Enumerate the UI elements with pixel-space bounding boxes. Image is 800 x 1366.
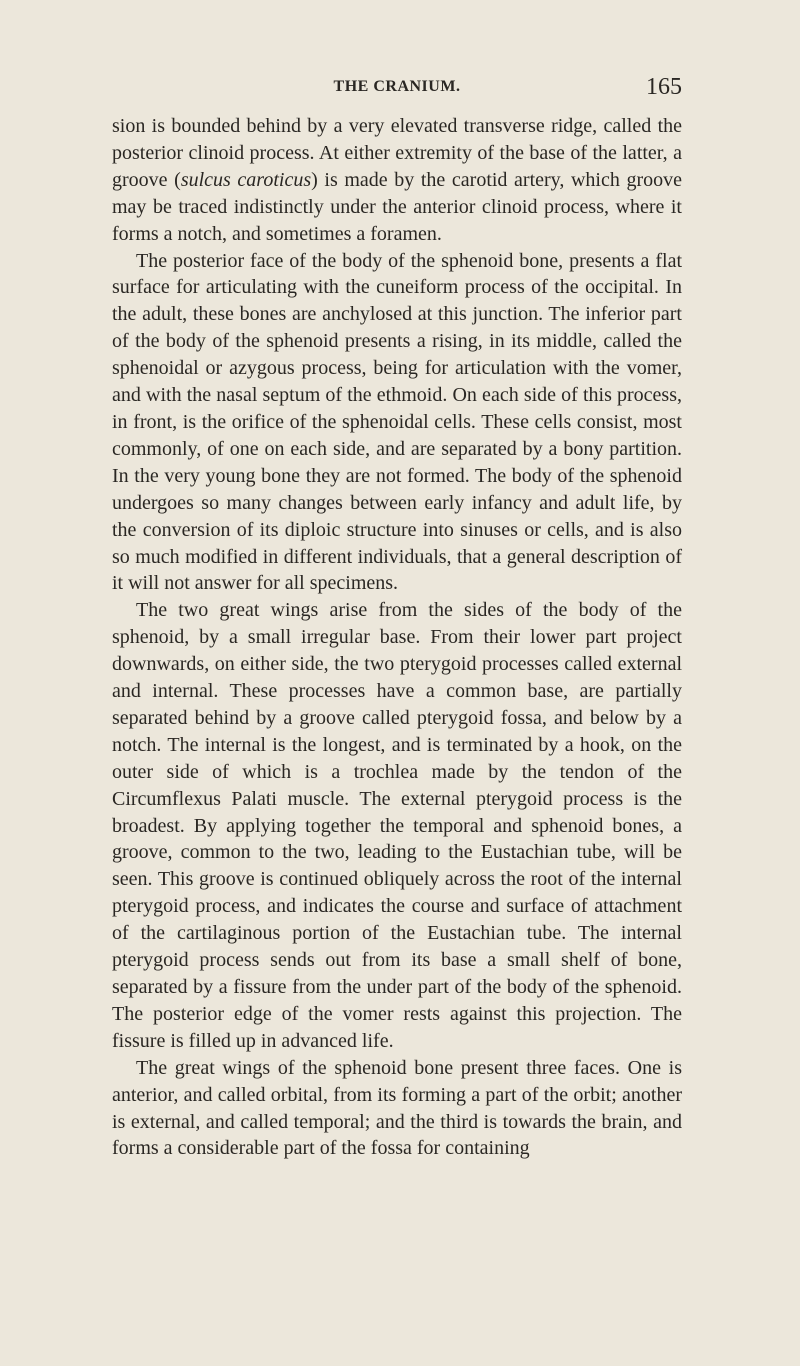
running-head [112, 74, 682, 108]
body-text [112, 113, 682, 1162]
paragraph: The posterior face of the body of the sphenoid bone, presents a flat surface for articulating with the cuneiform process of the occipital. In the adult, these bones are anchylosed at this junction. The inferior part of the body of the sphenoid presents a rising, in its middle, called the sphenoidal or azygous process, being for articulation with the vomer, and with the nasal septum of the ethmoid. On each side of this process, in front, is the orifice of the sphenoidal cells. These cells consist, most commonly, of one on each side, and are separated by a bony partition. In the very young bone they are not formed. The body of the sphenoid undergoes so many changes between early infancy and adult life, by the conversion of its diploic structure into sinuses or cells, and is also so much modified in different individuals, that a general description of it will not answer for all specimens. [112, 249, 682, 595]
running-title: THE CRANIUM. [333, 78, 461, 95]
page-number: 165 [646, 74, 682, 100]
latin-term: sulcus caroticus [180, 168, 312, 191]
paragraph-continued: sion is bounded behind by a very elevated transverse ridge, called the posterior clinoid process. At either extremity of the base of the latter, a groove (sulcus caroticus) is made by the carotid artery, which groove may be traced indistinctly under the anterior clinoid process, where it forms a notch, and sometimes a foramen. [112, 115, 682, 245]
paragraph: The two great wings arise from the sides of the body of the sphenoid, by a small irregular base. From their lower part project downwards, on either side, the two pterygoid processes called external and internal. These processes have a common base, are partially separated behind by a groove called pterygoid fossa, and below by a notch. The internal is the longest, and is terminated by a hook, on the outer side of which is a trochlea made by the tendon of the Circumflexus Palati muscle. The external pterygoid process is the broadest. By applying together the temporal and sphenoid bones, a groove, common to the two, leading to the Eustachian tube, will be seen. This groove is continued obliquely across the root of the internal pterygoid process, and indicates the course and surface of attachment of the cartilaginous portion of the Eustachian tube. The internal pterygoid process sends out from its base a small shelf of bone, separated by a fissure from the under part of the body of the sphenoid. The posterior edge of the vomer rests against this projection. The fissure is filled up in advanced life. [112, 599, 682, 1052]
paragraph: The great wings of the sphenoid bone present three faces. One is anterior, and called orbital, from its forming a part of the orbit; another is external, and called temporal; and the third is towards the brain, and forms a considerable part of the fossa for containing [112, 1056, 682, 1160]
